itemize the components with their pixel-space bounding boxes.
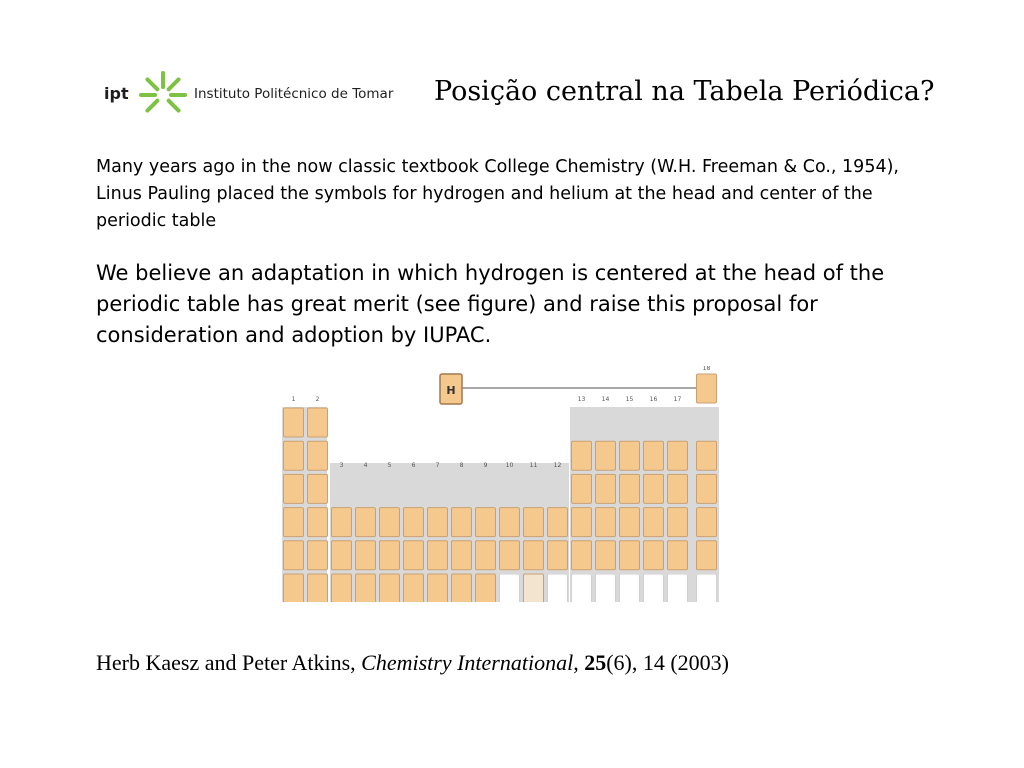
group-label: 3 [339,462,344,469]
element-cell [476,574,496,602]
logo-institution-name: Instituto Politécnico de Tomar [194,86,394,102]
element-cell [524,508,544,537]
element-cell [668,508,688,537]
element-cell [668,474,688,503]
element-cell [332,508,352,537]
element-cell [620,474,640,503]
element-cell [524,574,544,602]
element-cell [308,574,328,602]
group-label: 15 [625,396,634,403]
element-cell [380,574,400,602]
slide-title: Posição central na Tabela Periódica? [434,76,935,107]
element-cell [356,574,376,602]
group-label: 4 [363,462,368,469]
element-cell [308,408,328,437]
logo-abbreviation: ipt [104,84,129,103]
element-cell [697,374,717,403]
proposal-paragraph: We believe an adaptation in which hydrogen is centered at the head of the periodic table has great merit (see figure) and raise this proposal for consideration and adoption by IUPAC. [96,261,885,347]
element-cell [356,508,376,537]
group-label: 2 [315,396,320,403]
element-cell [620,441,640,470]
element-cell [668,441,688,470]
group-label: 5 [387,462,392,469]
element-cell [308,441,328,470]
element-cell [308,474,328,503]
element-cell [548,508,568,537]
element-cell [620,541,640,570]
group-label: 1 [291,396,296,403]
element-cell [452,541,472,570]
element-cell [452,508,472,537]
logo-ray [147,79,157,89]
group-label: 10 [505,462,514,469]
element-cell [572,574,592,602]
element-cell [284,541,304,570]
element-cell [548,541,568,570]
element-cell [596,441,616,470]
element-cell [500,574,520,602]
group-label: 18 [702,366,711,372]
element-cell [500,508,520,537]
group-label: 6 [411,462,416,469]
element-cell [644,441,664,470]
element-cell [644,474,664,503]
element-cell [476,541,496,570]
citation-issue-pages-year: (6), 14 (2003) [606,650,730,675]
element-cell [620,574,640,602]
element-cell [428,508,448,537]
logo-ray [147,101,157,111]
element-cell [332,541,352,570]
periodic-table-figure [282,366,719,602]
element-cell [284,574,304,602]
element-cell [308,541,328,570]
element-cell [380,541,400,570]
element-cell [572,441,592,470]
element-cell [644,541,664,570]
citation-separator: , [573,650,585,675]
element-cell [644,508,664,537]
grid-background [570,407,719,602]
group-label: 14 [601,396,610,403]
element-cell [697,474,717,503]
logo-ray [169,101,179,111]
element-cell [476,508,496,537]
element-cell [404,508,424,537]
citation-volume: 25 [584,650,607,675]
element-cell [428,574,448,602]
citation-authors: Herb Kaesz and Peter Atkins, [96,650,362,675]
element-cell [596,574,616,602]
element-cell [644,574,664,602]
element-cell [668,541,688,570]
element-cell [697,541,717,570]
group-label: 16 [649,396,658,403]
element-cell [332,574,352,602]
element-cell [284,408,304,437]
element-cell [668,574,688,602]
element-cell [284,474,304,503]
hydrogen-symbol: H [446,384,456,397]
element-cell [284,508,304,537]
element-cell [356,541,376,570]
element-cell [500,541,520,570]
element-cell [697,574,717,602]
element-cell [548,574,568,602]
element-cell [404,574,424,602]
element-cell [404,541,424,570]
group-label: 13 [577,396,586,403]
starburst-icon [136,70,190,120]
group-label: 7 [435,462,440,469]
group-label: 8 [459,462,464,469]
element-cell [572,474,592,503]
element-cell [697,441,717,470]
element-cell [572,541,592,570]
element-cell [452,574,472,602]
citation [96,650,729,676]
citation-journal: Chemistry International [361,650,574,675]
element-cell [284,441,304,470]
institution-logo [100,66,394,122]
element-cell [524,541,544,570]
element-cell [596,474,616,503]
group-label: 17 [673,396,682,403]
element-cell [572,508,592,537]
group-label: 12 [553,462,562,469]
element-cell [697,508,717,537]
element-cell [596,508,616,537]
pauling-paragraph: Many years ago in the now classic textbook College Chemistry (W.H. Freeman & Co., 1954), Linus Pauling placed the symbols for hydrogen and helium at the head and center of the periodic table [96,157,899,231]
element-cell [308,508,328,537]
logo-ray [169,79,179,89]
group-label: 11 [529,462,538,469]
element-cell [620,508,640,537]
group-label: 9 [483,462,488,469]
element-cell [428,541,448,570]
element-cell [380,508,400,537]
element-cell [596,541,616,570]
